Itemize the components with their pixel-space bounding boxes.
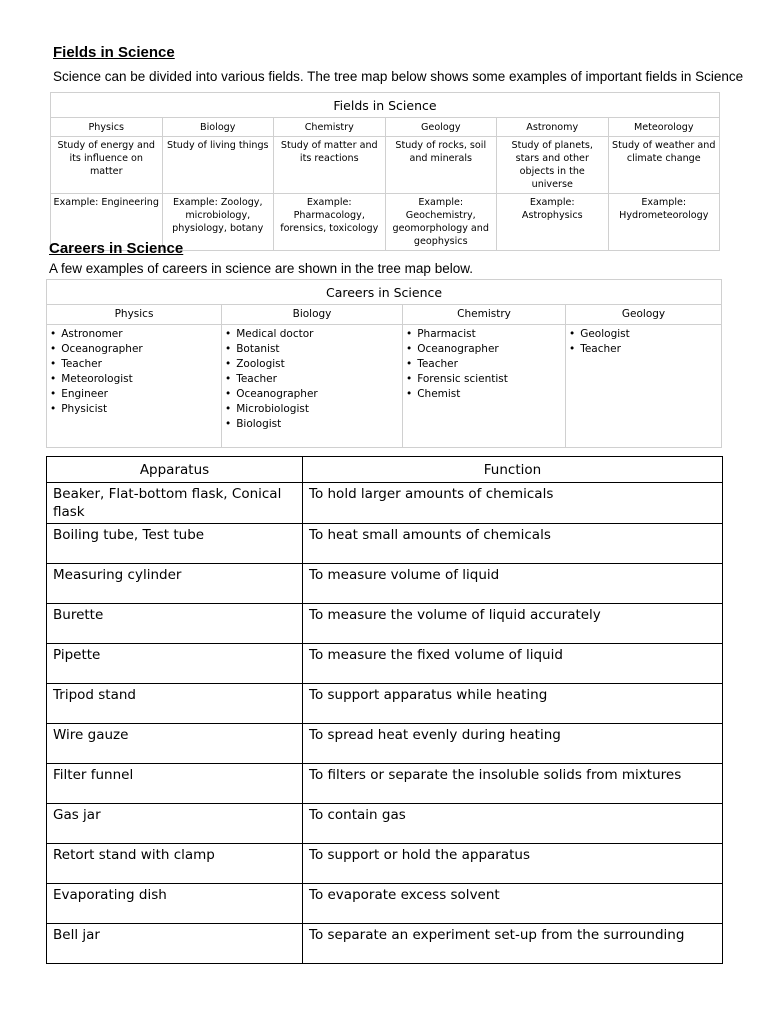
- apparatus-cell: Beaker, Flat-bottom flask, Conical flask: [47, 483, 303, 524]
- list-item: • Microbiologist: [225, 402, 399, 417]
- field-example: Example: Hydrometeorology: [608, 194, 720, 251]
- apparatus-cell: Tripod stand: [47, 684, 303, 724]
- list-item: • Astronomer: [50, 327, 218, 342]
- field-description: Study of weather and climate change: [608, 137, 720, 194]
- field-names-row: [51, 118, 720, 137]
- function-cell: To evaporate excess solvent: [303, 884, 723, 924]
- field-description: Study of living things: [162, 137, 274, 194]
- list-item: • Botanist: [225, 342, 399, 357]
- fields-table: [50, 92, 720, 251]
- field-descriptions-row: [51, 137, 720, 194]
- career-list: [569, 327, 718, 357]
- field-name: Astronomy: [497, 118, 609, 137]
- list-item: • Forensic scientist: [406, 372, 562, 387]
- field-description: Study of energy and its influence on matter: [51, 137, 163, 194]
- list-item: • Chemist: [406, 387, 562, 402]
- career-field-name: Biology: [222, 305, 403, 325]
- function-cell: To heat small amounts of chemicals: [303, 524, 723, 564]
- field-name: Geology: [385, 118, 497, 137]
- function-cell: To filters or separate the insoluble solids from mixtures: [303, 764, 723, 804]
- apparatus-cell: Pipette: [47, 644, 303, 684]
- careers-table-caption: Careers in Science: [47, 280, 722, 305]
- careers-table: [46, 279, 722, 448]
- list-item: • Teacher: [406, 357, 562, 372]
- career-list: [225, 327, 399, 432]
- table-row: [47, 604, 723, 644]
- table-row: [47, 644, 723, 684]
- career-list: [50, 327, 218, 417]
- apparatus-column-header: Apparatus: [47, 457, 303, 483]
- function-column-header: Function: [303, 457, 723, 483]
- career-field-name: Physics: [47, 305, 222, 325]
- function-cell: To hold larger amounts of chemicals: [303, 483, 723, 524]
- career-lists-row: [47, 325, 722, 448]
- list-item: • Physicist: [50, 402, 218, 417]
- field-description: Study of rocks, soil and minerals: [385, 137, 497, 194]
- function-cell: To support apparatus while heating: [303, 684, 723, 724]
- list-item: • Engineer: [50, 387, 218, 402]
- function-cell: To measure volume of liquid: [303, 564, 723, 604]
- apparatus-cell: Measuring cylinder: [47, 564, 303, 604]
- apparatus-cell: Boiling tube, Test tube: [47, 524, 303, 564]
- table-row: [47, 684, 723, 724]
- field-description: Study of planets, stars and other objects in the universe: [497, 137, 609, 194]
- list-item: • Biologist: [225, 417, 399, 432]
- field-description: Study of matter and its reactions: [274, 137, 386, 194]
- function-cell: To measure the fixed volume of liquid: [303, 644, 723, 684]
- apparatus-cell: Evaporating dish: [47, 884, 303, 924]
- field-name: Physics: [51, 118, 163, 137]
- list-item: • Oceanographer: [406, 342, 562, 357]
- careers-intro: A few examples of careers in science are shown in the tree map below.: [49, 261, 473, 276]
- list-item: • Oceanographer: [225, 387, 399, 402]
- apparatus-header-row: [47, 457, 723, 483]
- field-name: Meteorology: [608, 118, 720, 137]
- function-cell: To measure the volume of liquid accurately: [303, 604, 723, 644]
- fields-table-caption: Fields in Science: [51, 93, 720, 118]
- career-field-name: Geology: [566, 305, 722, 325]
- table-row: [47, 924, 723, 964]
- apparatus-cell: Retort stand with clamp: [47, 844, 303, 884]
- apparatus-cell: Filter funnel: [47, 764, 303, 804]
- list-item: • Meteorologist: [50, 372, 218, 387]
- table-row: [47, 524, 723, 564]
- apparatus-cell: Gas jar: [47, 804, 303, 844]
- list-item: • Teacher: [569, 342, 718, 357]
- career-list-cell: [47, 325, 222, 448]
- list-item: • Geologist: [569, 327, 718, 342]
- fields-heading: Fields in Science: [53, 44, 175, 61]
- career-field-names-row: [47, 305, 722, 325]
- list-item: • Teacher: [225, 372, 399, 387]
- table-row: [47, 564, 723, 604]
- list-item: • Medical doctor: [225, 327, 399, 342]
- list-item: • Zoologist: [225, 357, 399, 372]
- table-row: [47, 844, 723, 884]
- fields-intro: Science can be divided into various fields. The tree map below shows some examples of important fields in Science: [53, 69, 744, 84]
- careers-heading: Careers in Science: [49, 240, 184, 257]
- field-name: Biology: [162, 118, 274, 137]
- field-example: Example: Astrophysics: [497, 194, 609, 251]
- list-item: • Teacher: [50, 357, 218, 372]
- career-list: [406, 327, 562, 402]
- field-example: Example: Geochemistry, geomorphology and geophysics: [385, 194, 497, 251]
- field-example: Example: Engineering: [51, 194, 163, 251]
- table-row: [47, 804, 723, 844]
- apparatus-cell: Bell jar: [47, 924, 303, 964]
- table-row: [47, 483, 723, 524]
- table-row: [47, 884, 723, 924]
- field-example: Example: Pharmacology, forensics, toxicology: [274, 194, 386, 251]
- function-cell: To separate an experiment set-up from the surrounding: [303, 924, 723, 964]
- table-row: [47, 764, 723, 804]
- career-list-cell: [566, 325, 722, 448]
- function-cell: To support or hold the apparatus: [303, 844, 723, 884]
- function-cell: To spread heat evenly during heating: [303, 724, 723, 764]
- apparatus-cell: Wire gauze: [47, 724, 303, 764]
- function-cell: To contain gas: [303, 804, 723, 844]
- apparatus-table: [46, 456, 723, 964]
- list-item: • Oceanographer: [50, 342, 218, 357]
- apparatus-cell: Burette: [47, 604, 303, 644]
- field-example: Example: Zoology, microbiology, physiology, botany: [162, 194, 274, 251]
- list-item: • Pharmacist: [406, 327, 562, 342]
- field-name: Chemistry: [274, 118, 386, 137]
- career-field-name: Chemistry: [403, 305, 566, 325]
- career-list-cell: [222, 325, 403, 448]
- table-row: [47, 724, 723, 764]
- career-list-cell: [403, 325, 566, 448]
